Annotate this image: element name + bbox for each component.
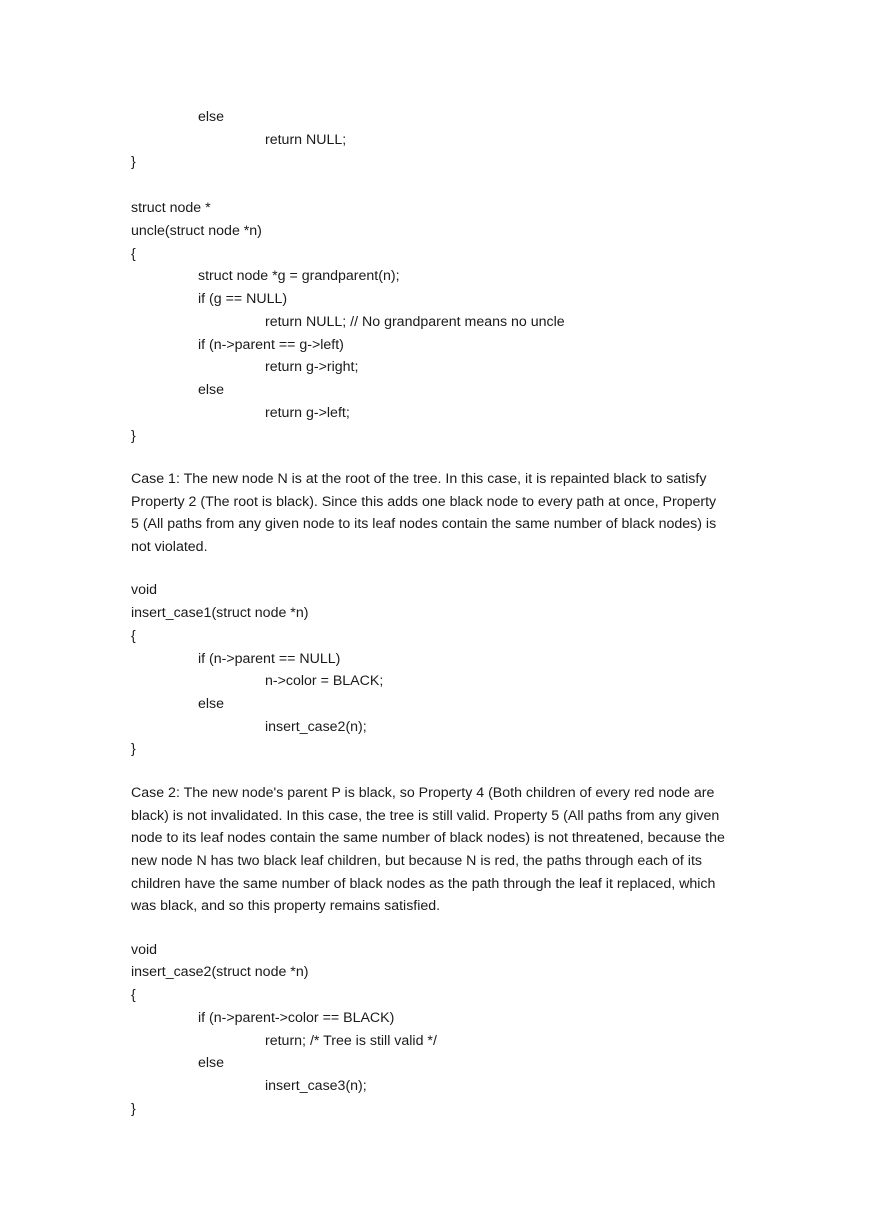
code-line: else [198,696,225,712]
code-line: return NULL; [265,132,347,148]
paragraph-line: Property 2 (The root is black). Since this adds one black node to every path at once, Property [131,493,717,510]
code-line: insert_case2(n); [265,719,367,735]
code-line: return g->left; [265,405,350,421]
paragraph-line: Case 1: The new node N is at the root of the tree. In this case, it is repainted black to satisfy [131,471,707,487]
code-line: { [131,987,136,1003]
code-line: struct node * [131,200,211,216]
code-line: if (n->parent == g->left) [198,337,344,353]
code-line: void [131,582,158,598]
code-line: else [198,109,225,125]
code-line: void [131,942,158,958]
code-line: return g->right; [265,359,359,375]
code-line: n->color = BLACK; [265,673,384,689]
paragraph-line: 5 (All paths from any given node to its leaf nodes contain the same number of black nodes) is [131,516,717,533]
code-line: insert_case1(struct node *n) [131,605,309,621]
paragraph-line: Case 2: The new node's parent P is black, so Property 4 (Both children of every red node are [131,785,715,801]
code-line: insert_case3(n); [265,1078,367,1094]
case1-paragraph [131,470,751,561]
code-line: uncle(struct node *n) [131,223,262,239]
code-line: } [131,741,136,757]
paragraph-line: new node N has two black leaf children, but because N is red, the paths through each of its [131,853,702,870]
code-line: } [131,1101,136,1117]
paragraph-line: not violated. [131,539,208,556]
code-line: return; /* Tree is still valid */ [265,1033,437,1049]
code-line: else [198,382,225,398]
code-line: { [131,246,136,262]
code-line: struct node *g = grandparent(n); [198,268,400,284]
code-line: } [131,428,136,444]
code-line: if (g == NULL) [198,291,288,307]
paragraph-line: children have the same number of black nodes as the path through the leaf it replaced, which [131,875,716,892]
paragraph-line: node to its leaf nodes contain the same number of black nodes) is not threatened, because the [131,830,725,847]
code-line: if (n->parent->color == BLACK) [198,1010,395,1026]
code-line: insert_case2(struct node *n) [131,964,309,980]
code-line: return NULL; // No grandparent means no uncle [265,314,565,330]
paragraph-line: black) is not invalidated. In this case, the tree is still valid. Property 5 (All paths from any given [131,807,720,824]
case2-paragraph [131,784,751,920]
code-line: } [131,154,136,170]
code-line: if (n->parent == NULL) [198,651,341,667]
paragraph-line: was black, and so this property remains satisfied. [131,898,441,915]
code-line: { [131,628,136,644]
code-line: else [198,1055,225,1071]
